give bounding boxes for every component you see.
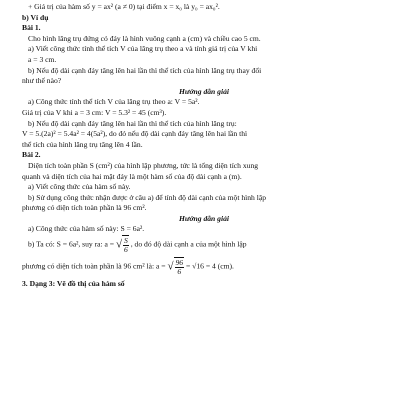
denominator: 6 bbox=[124, 244, 128, 254]
text-line: a) Viết công thức của hàm số này. bbox=[28, 182, 131, 192]
section-heading: 3. Dạng 3: Vẽ đồ thị của hàm số bbox=[22, 279, 125, 289]
square-root bbox=[174, 257, 185, 276]
solution-heading: Hướng dẫn giải bbox=[179, 213, 229, 223]
text-line: b) Nếu độ dài cạnh đáy tăng lên hai lần thì thể tích của hình lăng trụ: bbox=[28, 118, 237, 128]
exercise-heading: Bài 1. bbox=[22, 23, 41, 33]
text-segment: phương có diện tích toàn phần là 96 cm² là: a = bbox=[22, 261, 166, 271]
text-line: + Giá trị của hàm số y = ax² (a ≠ 0) tại điểm x = x₀ là y₀ = ax₀². bbox=[28, 2, 220, 11]
text-segment: , do đó độ dài cạnh a của một hình lập bbox=[130, 239, 247, 249]
denominator: 6 bbox=[177, 266, 182, 276]
fraction bbox=[175, 259, 185, 276]
text-line: b) Nếu độ dài cạnh đáy tăng lên hai lần thì thể tích của hình lăng trụ thay đổi bbox=[28, 65, 262, 75]
text-line: thể tích của hình lăng trụ tăng lên 4 lần. bbox=[22, 139, 143, 149]
radical-sign: √ bbox=[116, 238, 123, 251]
text-line: a) Viết công thức tính thể tích V của lăng trụ theo a và tính giá trị của V khi bbox=[28, 44, 258, 54]
numerator: 96 bbox=[175, 257, 184, 267]
text-line: quanh và diện tích của hai mặt đáy là một hàm số của độ dài cạnh a (m). bbox=[22, 171, 242, 181]
text-line: V = 5.(2a)² = 5.4a² = 4(5a²), do đó nếu độ dài cạnh đáy tăng lên hai lần thì bbox=[22, 129, 248, 139]
text-line: Giá trị của V khi a = 3 cm: V = 5.3² = 45 (cm³). bbox=[22, 107, 167, 117]
text-line: a = 3 cm. bbox=[28, 54, 57, 64]
text-line: Cho hình lăng trụ đứng có đáy là hình vuông cạnh a (cm) và chiều cao 5 cm. bbox=[28, 33, 261, 43]
text-line: phương có diện tích toàn phần là 96 cm². bbox=[22, 203, 147, 213]
text-line: b) Sử dụng công thức nhận được ở câu a) để tính độ dài cạnh của một hình lập bbox=[28, 192, 267, 202]
square-root bbox=[122, 235, 129, 254]
text-line: a) Công thức của hàm số này: S = 6a². bbox=[28, 224, 145, 234]
fraction bbox=[123, 237, 129, 254]
formula-line bbox=[22, 235, 386, 253]
exercise-heading: Bài 2. bbox=[22, 150, 41, 160]
radical-sign: √ bbox=[167, 260, 174, 273]
text-line: Diện tích toàn phần S (cm²) của hình lập phương, tức là tổng diện tích xung bbox=[28, 160, 259, 170]
section-heading: b) Ví dụ bbox=[22, 12, 49, 22]
text-line: a) Công thức tính thể tích V của lăng trụ theo a: V = 5a². bbox=[28, 97, 200, 107]
solution-heading: Hướng dẫn giải bbox=[179, 86, 229, 96]
text-segment: b) Ta có: S = 6a², suy ra: a = bbox=[28, 239, 115, 249]
text-line: như thế nào? bbox=[22, 76, 62, 86]
formula-line bbox=[22, 257, 386, 275]
numerator: S bbox=[124, 235, 128, 245]
text-segment: = √16 = 4 (cm). bbox=[186, 261, 234, 271]
